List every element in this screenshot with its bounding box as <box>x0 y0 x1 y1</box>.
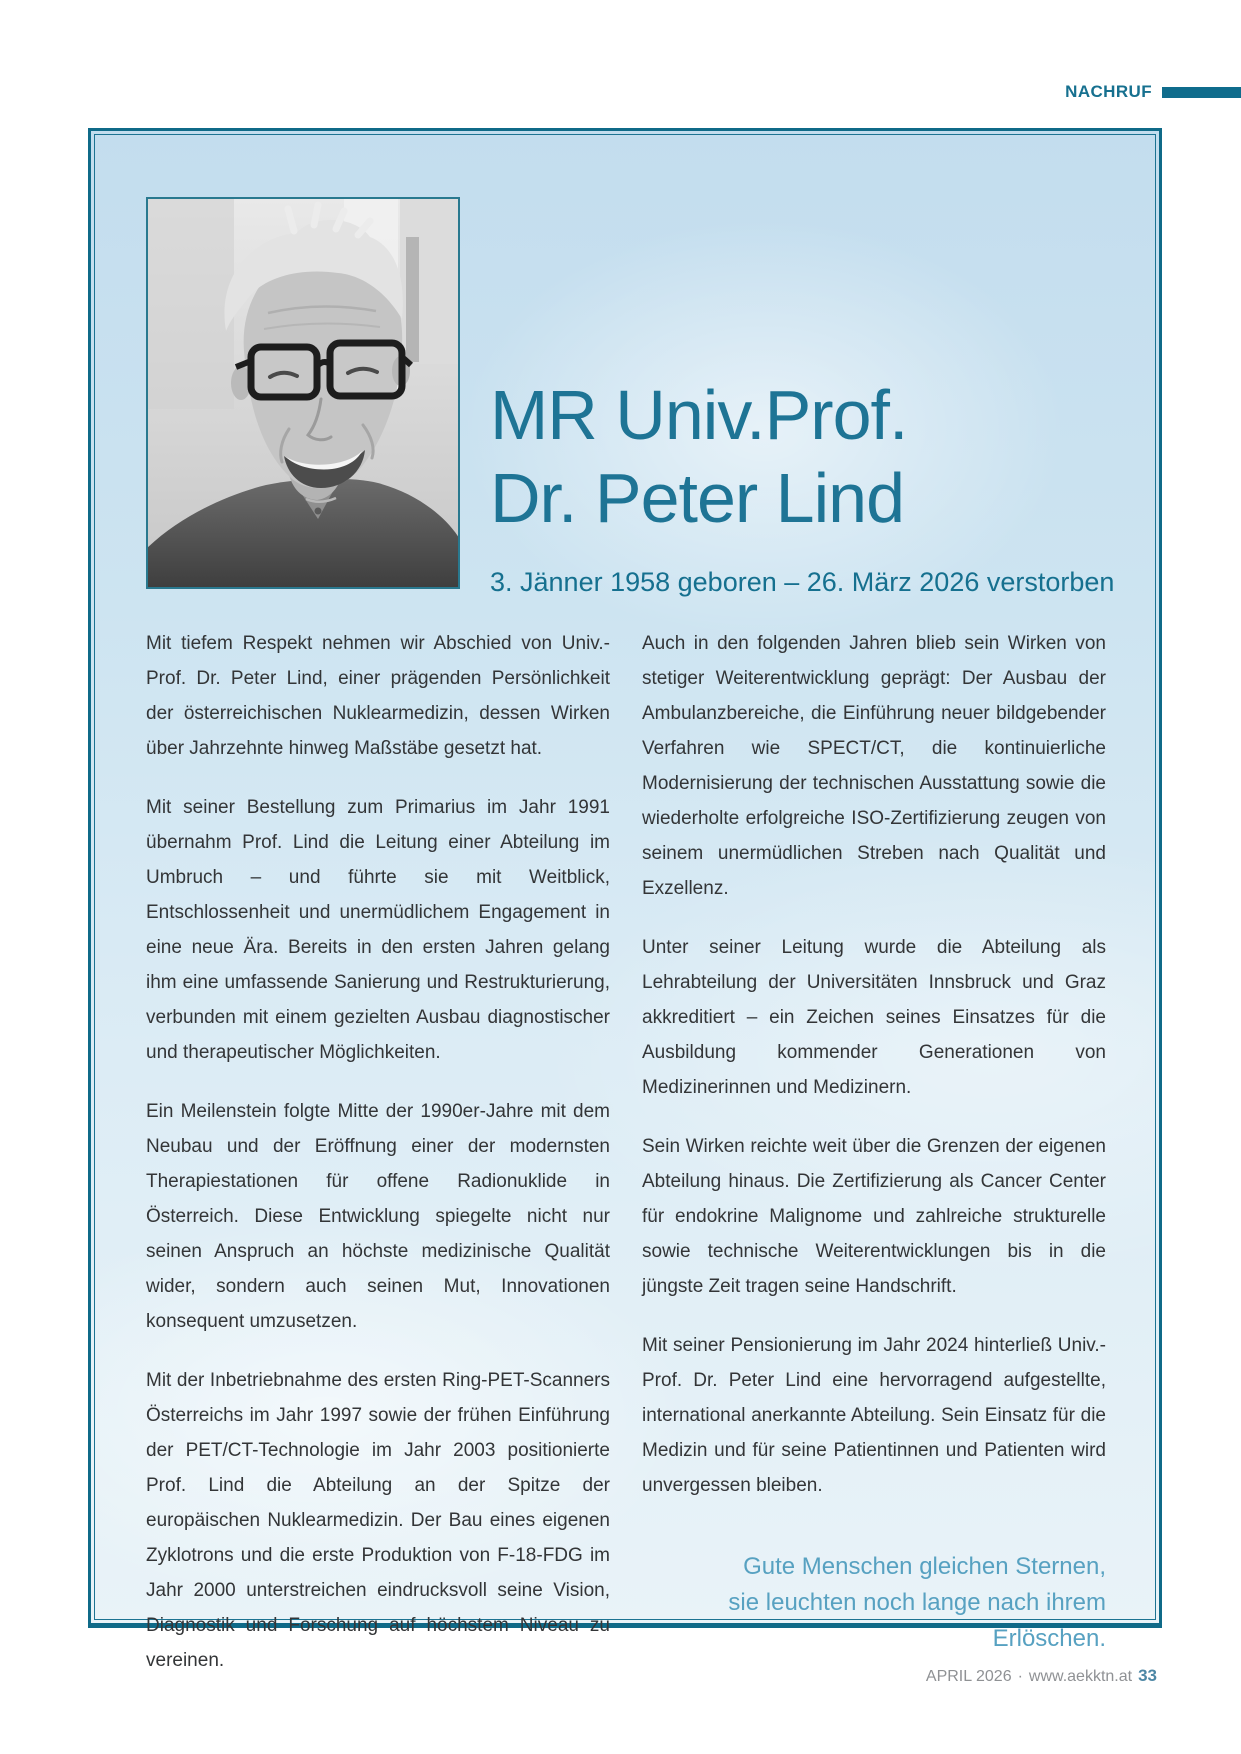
portrait-photo <box>146 197 460 589</box>
body-paragraph: Mit der Inbetriebnahme des ersten Ring-PET-Scanners Österreichs im Jahr 1997 sowie der frühen Einführung der PET/CT-Technologie im Jahr 2003 positionierte Prof. Lind die Abteilung an der Spitze der europäischen Nuklearmedizin. Der Bau eines eigenen Zyklotrons und die erste Produktion von F-18-FDG im Jahr 2000 unterstreichen eindrucksvoll seine Vision, Diagnostik und Forschung auf höchstem Niveau zu vereinen. <box>146 1370 610 1671</box>
header-accent-bar <box>1162 87 1241 98</box>
page-footer <box>926 1666 1157 1686</box>
footer-website: www.aekktn.at <box>1028 1668 1133 1685</box>
body-paragraph: Mit seiner Bestellung zum Primarius im Jahr 1991 übernahm Prof. Lind die Leitung einer Abteilung im Umbruch – und führte sie mit Weitblick, Entschlossenheit und unermüdlichem Engagement in eine neue Ära. Bereits in den ersten Jahren gelang ihm eine umfassende Sanierung und Restrukturierung, verbunden mit einem gezielten Ausbau diagnostischer und therapeutischer Möglichkeiten. <box>146 797 610 1063</box>
page-title <box>490 374 1130 540</box>
body-paragraph: Mit seiner Pensionierung im Jahr 2024 hinterließ Univ.-Prof. Dr. Peter Lind eine hervorragend aufgestellte, international anerkannte Abteilung. Sein Einsatz für die Medizin und für seine Patientinnen und Patienten wird unvergessen bleiben. <box>642 1335 1106 1496</box>
closing-quote <box>642 1549 1106 1657</box>
body-paragraph: Sein Wirken reichte weit über die Grenzen der eigenen Abteilung hinaus. Die Zertifizierung als Cancer Center für endokrine Malignome und zahlreiche strukturelle sowie technische Weiterentwicklungen bis in die jüngste Zeit tragen seine Handschrift. <box>642 1136 1106 1297</box>
quote-line-1: Gute Menschen gleichen Sternen, <box>743 1553 1106 1580</box>
body-paragraph: Unter seiner Leitung wurde die Abteilung als Lehrabteilung der Universitäten Innsbruck und Graz akkreditiert – ein Zeichen seines Einsatzes für die Ausbildung kommender Generationen von Medizinerinnen und Medizinern. <box>642 937 1106 1098</box>
title-line-2: Dr. Peter Lind <box>490 459 904 537</box>
body-columns <box>146 626 1106 1702</box>
body-paragraph: Ein Meilenstein folgte Mitte der 1990er-Jahre mit dem Neubau und der Eröffnung einer der modernsten Therapiestationen für offene Radionuklide in Österreich. Diese Entwicklung spiegelte nicht nur seinen Anspruch an höchste medizinische Qualität wider, sondern auch seinen Mut, Innovationen konsequent umzusetzen. <box>146 1101 610 1332</box>
body-paragraph: Mit tiefem Respekt nehmen wir Abschied von Univ.-Prof. Dr. Peter Lind, einer prägenden Persönlichkeit der österreichischen Nuklearmedizin, dessen Wirken über Jahrzehnte hinweg Maßstäbe gesetzt hat. <box>146 633 610 759</box>
section-label: NACHRUF <box>1065 82 1152 101</box>
footer-separator: · <box>1017 1668 1023 1685</box>
life-dates: 3. Jänner 1958 geboren – 26. März 2026 verstorben <box>490 567 1115 597</box>
left-column <box>146 626 610 1702</box>
obituary-card <box>88 128 1162 1671</box>
footer-issue: APRIL 2026 <box>925 1668 1012 1685</box>
title-block <box>490 374 1130 598</box>
title-line-1: MR Univ.Prof. <box>490 376 908 454</box>
page-number: 33 <box>1138 1666 1157 1685</box>
portrait-illustration <box>148 199 458 587</box>
right-column <box>642 626 1106 1702</box>
body-paragraph: Auch in den folgenden Jahren blieb sein Wirken von stetiger Weiterentwicklung geprägt: Der Ausbau der Ambulanzbereiche, die Einführung neuer bildgebender Verfahren wie SPECT/CT, die kontinuierliche Modernisierung der technischen Ausstattung sowie die wiederholte erfolgreiche ISO-Zertifizierung zeugen von seinem unermüdlichen Streben nach Qualität und Exzellenz. <box>642 633 1106 899</box>
quote-line-2: sie leuchten noch lange nach ihrem Erlöschen. <box>728 1589 1106 1652</box>
page-header <box>1065 82 1241 102</box>
